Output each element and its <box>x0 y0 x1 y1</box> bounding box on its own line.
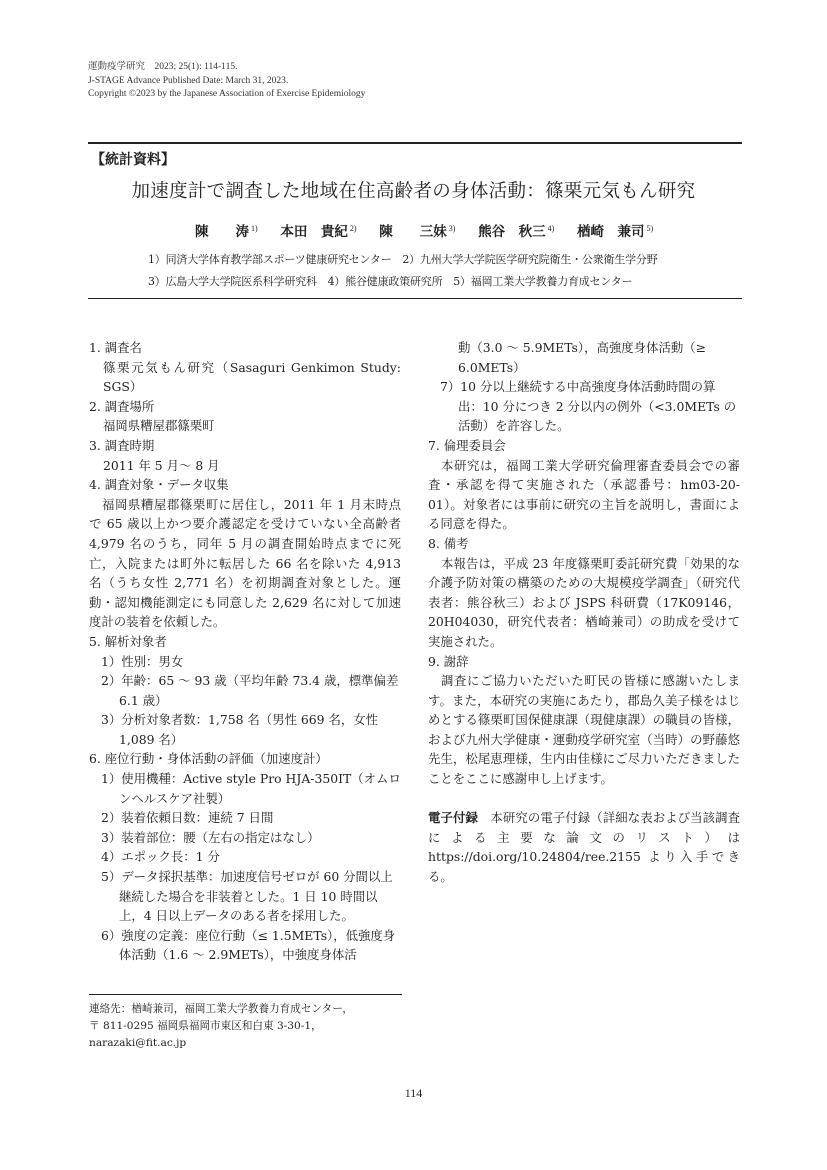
supplement-paragraph <box>428 808 740 886</box>
supplement-text: 本研究の電子付録（詳細な表および当該調査による主要な論文のリスト）は https://doi.org/10.24804/ree.2155 より入手できる。 <box>428 810 741 885</box>
advance-publication-date: J-STAGE Advance Published Date: March 31, 2023. <box>88 75 289 86</box>
left-column <box>89 338 401 965</box>
list-item: 4）エポック長：1 分 <box>101 849 220 865</box>
author-affiliation-mark: 4) <box>547 223 555 233</box>
section-heading: 2. 調査場所 <box>89 398 155 414</box>
section-paragraph: 本研究は，福岡工業大学研究倫理審査委員会での審査・承認を得て実施された（承認番号：hm03-20-01）。対象者には事前に研究の主旨を説明し，書面による同意を得た。 <box>428 457 740 532</box>
author-affiliation-mark: 1) <box>251 223 258 233</box>
section-heading: 4. 調査対象・データ収集 <box>89 477 229 493</box>
author <box>280 220 356 240</box>
supplement-label: 電子付録 <box>428 810 478 826</box>
contact-footnote <box>89 1001 409 1053</box>
list-item: 1）性別：男女 <box>101 653 184 669</box>
section-heading: 9. 謝辞 <box>428 653 469 669</box>
list-item: 1）使用機種：Active style Pro HJA-350IT（オムロンヘルスケア社製） <box>101 771 401 806</box>
list-item: 3）分析対象者数：1,758 名（男性 669 名，女性 1,089 名） <box>101 712 379 747</box>
list-item: 3）装着部位：腰（左右の指定はなし） <box>101 829 320 845</box>
section-text: 篠栗元気もん研究（Sasaguri Genkimon Study: <box>103 359 401 375</box>
section-heading: 3. 調査時期 <box>89 437 155 453</box>
author-name: 本田 貴紀 <box>280 224 348 240</box>
article-category: 【統計資料】 <box>91 152 175 168</box>
journal-citation: 運動疫学研究 2023; 25(1): 114-115. <box>88 62 238 72</box>
contact-line: 連絡先：楢崎兼司，福岡工業大学教養力育成センター， <box>89 1003 353 1015</box>
section-paragraph: 調査にご協力いただいた町民の皆様に感謝いたします。また，本研究の実施にあたり，郡島久美子様をはじめとする篠栗町国保健康課（現健康課）の職員の皆様，および九州大学健康・運動疫学研究室（当時）の野藤悠先生，松尾恵理様，生内由佳様にご尽力いただきましたことをここに感謝申し上げます。 <box>428 673 740 787</box>
section-paragraph: 本報告は，平成 23 年度篠栗町委託研究費「効果的な介護予防対策の構築のための大規模疫学調査」（研究代表者：熊谷秋三）および JSPS 科研費（17K09146，20H04030，研究代表者：楢崎兼司）の助成を受けて実施された。 <box>428 555 740 649</box>
list-item-continued: 動（3.0 ～ 5.9METs），高強度身体活動（≥ 6.0METs） <box>458 340 707 375</box>
spacer <box>428 789 740 809</box>
section-text: 2011 年 5 月～ 8 月 <box>103 457 220 473</box>
author <box>478 220 554 240</box>
author-list <box>195 220 671 240</box>
journal-meta <box>88 61 365 102</box>
list-item: 5）データ採択基準：加速度信号ゼロが 60 分間以上継続した場合を非装着とした。1 日 10 時間以上，4 日以上データのある者を採用した。 <box>101 869 393 924</box>
list-item: 2）装着依頼日数：連続 7 日間 <box>101 810 274 826</box>
author-affiliation-mark: 5) <box>646 223 654 233</box>
article-title: 加速度計で調査した地域在住高齢者の身体活動：篠栗元気もん研究 <box>131 181 696 202</box>
author-affiliation-mark: 3) <box>448 223 456 233</box>
section-text: 福岡県糟屋郡篠栗町 <box>103 418 215 434</box>
section-heading: 7. 倫理委員会 <box>428 437 506 453</box>
footnote-rule <box>89 994 402 995</box>
section-heading: 8. 備考 <box>428 535 469 551</box>
list-item: 6）強度の定義：座位行動（≤ 1.5METs），低強度身体活動（1.6 ～ 2.9METs），中強度身体活 <box>101 927 396 963</box>
contact-email: narazaki@fit.ac.jp <box>89 1037 187 1050</box>
copyright-line: Copyright ©2023 by the Japanese Association of Exercise Epidemiology <box>88 89 366 99</box>
page-number: 114 <box>404 1086 423 1100</box>
header-rule-top <box>88 142 742 144</box>
author-name: 楢崎 兼司 <box>577 224 645 240</box>
contact-address: 〒 811-0295 福岡県福岡市東区和白東 3-30-1， <box>89 1020 322 1033</box>
author-affiliation-mark: 2) <box>349 223 357 233</box>
list-item: 2）年齢：65 ～ 93 歳（平均年齢 73.4 歳，標準偏差 6.1 歳） <box>101 673 399 708</box>
section-text: SGS） <box>103 379 143 395</box>
author <box>577 220 653 240</box>
author <box>195 220 258 240</box>
author <box>379 220 455 240</box>
section-paragraph: 福岡県糟屋郡篠栗町に居住し，2011 年 1 月末時点で 65 歳以上かつ要介護認定を受けていない全高齢者 4,979 名のうち，同年 5 月の調査開始時点までに死亡，入院または町外に転居した 66 名を除いた 4,913 名（うち女性 2,771 名）を初期調査対象とした。運動・認知機能測定にも同意した 2,629 名に対して加速度計の装着を依頼した。 <box>89 496 401 630</box>
section-heading: 6. 座位行動・身体活動の評価（加速度計） <box>89 751 328 767</box>
affiliations-line-2: 3）広島大学大学院医系科学研究科 4）熊谷健康政策研究所 5）福岡工業大学教養力育成センター <box>148 275 633 288</box>
affiliations-line-1: 1）同済大学体育教学部スポーツ健康研究センター 2）九州大学大学院医学研究院衛生・公衆衛生学分野 <box>148 253 658 266</box>
author-name: 熊谷 秋三 <box>478 224 546 240</box>
author-name: 陳 三妹 <box>379 224 447 240</box>
header-rule-bottom <box>88 298 742 299</box>
author-name: 陳 涛 <box>195 224 249 240</box>
right-column <box>428 338 740 887</box>
section-heading: 1. 調査名 <box>89 340 142 355</box>
list-item: 7）10 分以上継続する中高強度身体活動時間の算出：10 分につき 2 分以内の例外（<3.0METs の活動）を許容した。 <box>440 379 737 434</box>
section-heading: 5. 解析対象者 <box>89 633 167 649</box>
